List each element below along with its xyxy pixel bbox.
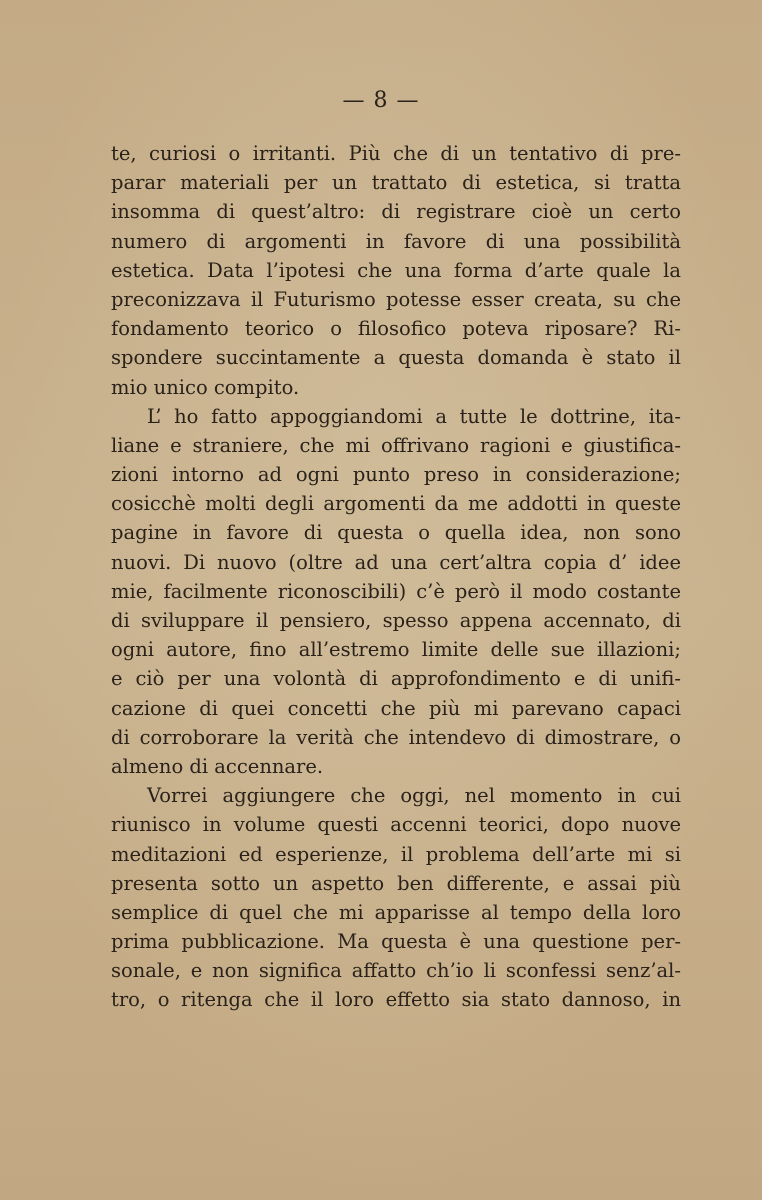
text-line: nuovi. Di nuovo (oltre ad una cert’altra copia d’ idee [111,550,681,574]
text-line: tro, o ritenga che il loro effetto sia stato dannoso, in [111,988,681,1012]
text-line: estetica. Data l’ipotesi che una forma d’arte quale la [111,258,681,282]
text-line: e ciò per una volontà di approfondimento e di unifi- [111,667,681,691]
text-line: spondere succintamente a questa domanda è stato il [111,346,681,370]
text-line: riunisco in volume questi accenni teorici, dopo nuove [111,813,681,837]
text-line: cazione di quei concetti che più mi parevano capaci [111,696,681,720]
text-line: di corroborare la verità che intendevo di dimostrare, o [111,725,681,749]
paragraph-1 [111,139,681,402]
text-line: Vorrei aggiungere che oggi, nel momento in cui [147,784,681,808]
paragraph-3 [111,781,681,1015]
text-line: insomma di quest’altro: di registrare cioè un certo [111,200,681,224]
text-line: almeno di accennare. [111,754,324,778]
text-line: numero di argomenti in favore di una possibilità [111,229,681,253]
text-line: L’ ho fatto appoggiandomi a tutte le dottrine, ita- [147,404,681,428]
text-line: di sviluppare il pensiero, spesso appena accennato, di [111,609,681,632]
text-line: liane e straniere, che mi offrivano ragioni e giustifica- [111,433,681,457]
text-line: pagine in favore di questa o quella idea, non sono [111,521,681,545]
text-line: parar materiali per un trattato di estetica, si tratta [111,171,681,195]
page-number: — 8 — [342,88,420,113]
text-line: prima pubblicazione. Ma questa è una questione per- [111,930,681,954]
paragraph-2 [111,402,681,781]
text-line: zioni intorno ad ogni punto preso in considerazione; [111,463,681,487]
text-line: mio unico compito. [111,375,300,399]
text-line: te, curiosi o irritanti. Più che di un tentativo di pre- [111,142,681,165]
text-line: sonale, e non significa affatto ch’io li sconfessi senz’al- [111,959,681,983]
body-text [111,139,681,1015]
text-line: presenta sotto un aspetto ben differente, e assai più [111,871,681,895]
text-line: ogni autore, fino all’estremo limite delle sue illazioni; [111,638,681,662]
text-line: mie, facilmente riconoscibili) c’è però il modo costante [111,579,681,603]
text-line: fondamento teorico o filosofico poteva riposare? Ri- [111,317,681,341]
text-line: semplice di quel che mi apparisse al tempo della loro [111,900,681,924]
text-line: preconizzava il Futurismo potesse esser creata, su che [111,287,681,311]
text-line: cosicchè molti degli argomenti da me addotti in queste [111,492,681,516]
text-line: meditazioni ed esperienze, il problema dell’arte mi si [111,842,681,866]
